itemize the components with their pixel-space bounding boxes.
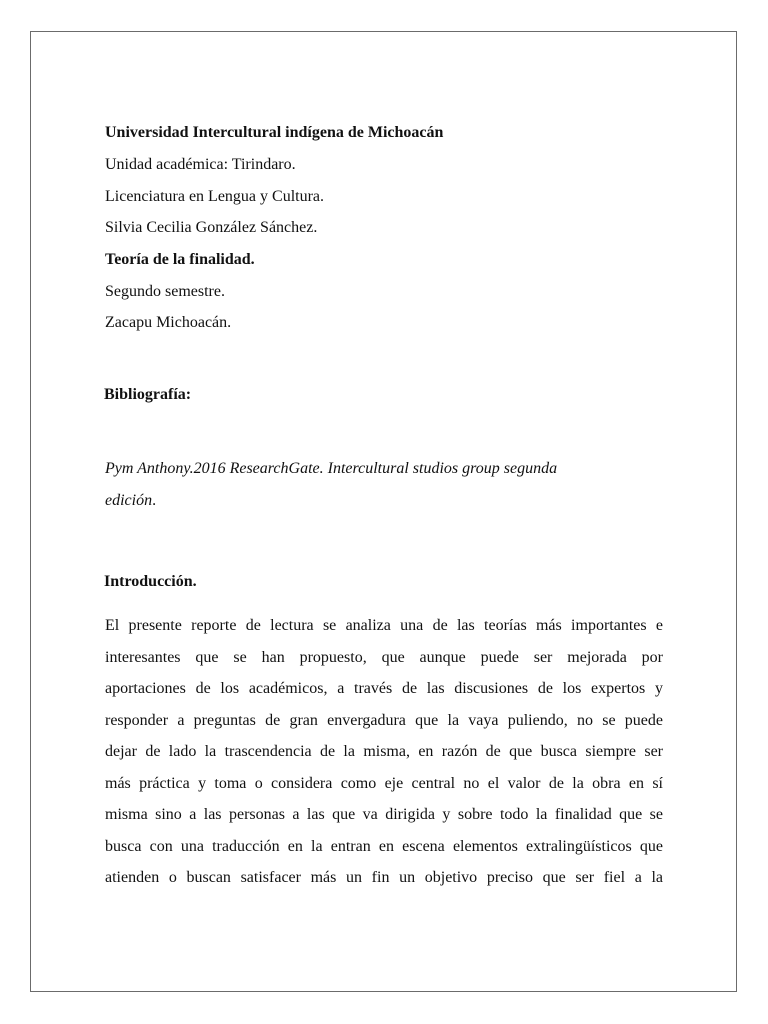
bibliography-heading: Bibliografía: [104, 386, 192, 403]
paragraph-line: aportaciones de los académicos, a través de las discusiones de los expertos y [105, 680, 663, 697]
author-name: Silvia Cecilia González Sánchez. [105, 219, 318, 236]
paragraph-line: responder a preguntas de gran envergadura que la vaya puliendo, no se puede [105, 711, 663, 729]
document-page [30, 31, 737, 992]
paragraph-line: interesantes que se han propuesto, que aunque puede ser mejorada por [105, 648, 663, 666]
paragraph-line: misma sino a las personas a las que va dirigida y sobre todo la finalidad que se [105, 806, 663, 823]
university-title: Universidad Intercultural indígena de Michoacán [105, 124, 444, 141]
paragraph-line: El presente reporte de lectura se analiza una de las teorías más importantes e [105, 617, 663, 634]
introduction-heading: Introducción. [104, 573, 197, 590]
degree-program: Licenciatura en Lengua y Cultura. [105, 188, 325, 205]
paragraph-line: dejar de lado la trascendencia de la misma, en razón de que busca siempre ser [105, 743, 663, 760]
bibliography-entry-edition: edición [105, 492, 153, 509]
bibliography-entry-period: . [152, 492, 157, 509]
semester: Segundo semestre. [105, 283, 225, 300]
location: Zacapu Michoacán. [105, 314, 232, 331]
paragraph-line: busca con una traducción en la entran en escena elementos extralingüísticos que [105, 837, 663, 855]
bibliography-entry-line1: Pym Anthony.2016 ResearchGate. Intercultural studios group segunda [105, 460, 558, 477]
academic-unit: Unidad académica: Tirindaro. [105, 156, 296, 173]
introduction-paragraph [105, 610, 663, 894]
paragraph-line: más práctica y toma o considera como eje central no el valor de la obra en sí [105, 774, 663, 792]
paragraph-line: atienden o buscan satisfacer más un fin un objetivo preciso que ser fiel a la [105, 869, 663, 886]
document-topic: Teoría de la finalidad. [105, 251, 255, 268]
bibliography-entry-line2 [105, 491, 156, 511]
